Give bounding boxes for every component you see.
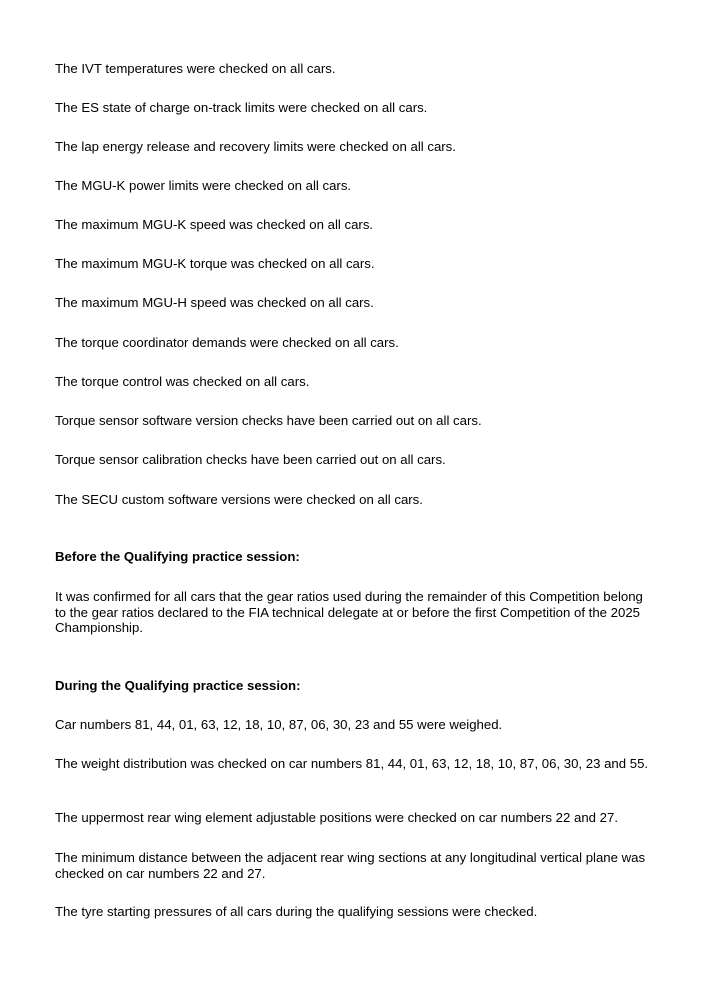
before-qualifying-paragraph: It was confirmed for all cars that the gear ratios used during the remainder of this Competition belong to the gear ratios declared to the FIA technical delegate at or before the first Competition of the 2025 Championship.	[55, 589, 643, 635]
check-torque-sensor-calibration: Torque sensor calibration checks have been carried out on all cars.	[55, 452, 446, 467]
during-qualifying-rear-wing-distance: The minimum distance between the adjacent rear wing sections at any longitudinal vertical plane was checked on car numbers 22 and 27.	[55, 850, 646, 881]
check-torque-sensor-software: Torque sensor software version checks have been carried out on all cars.	[55, 413, 482, 428]
check-mgu-h-speed: The maximum MGU-H speed was checked on all cars.	[55, 295, 374, 310]
during-qualifying-heading: During the Qualifying practice session:	[55, 678, 301, 693]
before-qualifying-heading: Before the Qualifying practice session:	[55, 549, 300, 564]
check-lap-energy: The lap energy release and recovery limits were checked on all cars.	[55, 139, 456, 154]
during-qualifying-tyre-pressures: The tyre starting pressures of all cars during the qualifying sessions were checked.	[55, 904, 538, 919]
check-es-state-of-charge: The ES state of charge on-track limits were checked on all cars.	[55, 100, 428, 115]
check-secu-software: The SECU custom software versions were checked on all cars.	[55, 492, 423, 507]
check-mgu-k-speed: The maximum MGU-K speed was checked on all cars.	[55, 217, 374, 232]
during-qualifying-weighed: Car numbers 81, 44, 01, 63, 12, 18, 10, 87, 06, 30, 23 and 55 were weighed.	[55, 717, 503, 732]
check-ivt-temperatures: The IVT temperatures were checked on all cars.	[55, 61, 336, 76]
during-qualifying-rear-wing-positions: The uppermost rear wing element adjustable positions were checked on car numbers 22 and 27.	[55, 810, 618, 825]
check-mgu-k-power: The MGU-K power limits were checked on all cars.	[55, 178, 352, 193]
check-torque-coordinator: The torque coordinator demands were checked on all cars.	[55, 335, 399, 350]
check-torque-control: The torque control was checked on all cars.	[55, 374, 310, 389]
check-mgu-k-torque: The maximum MGU-K torque was checked on all cars.	[55, 256, 375, 271]
during-qualifying-weight-distribution: The weight distribution was checked on car numbers 81, 44, 01, 63, 12, 18, 10, 87, 06, 30, 23 and 55.	[55, 756, 649, 771]
